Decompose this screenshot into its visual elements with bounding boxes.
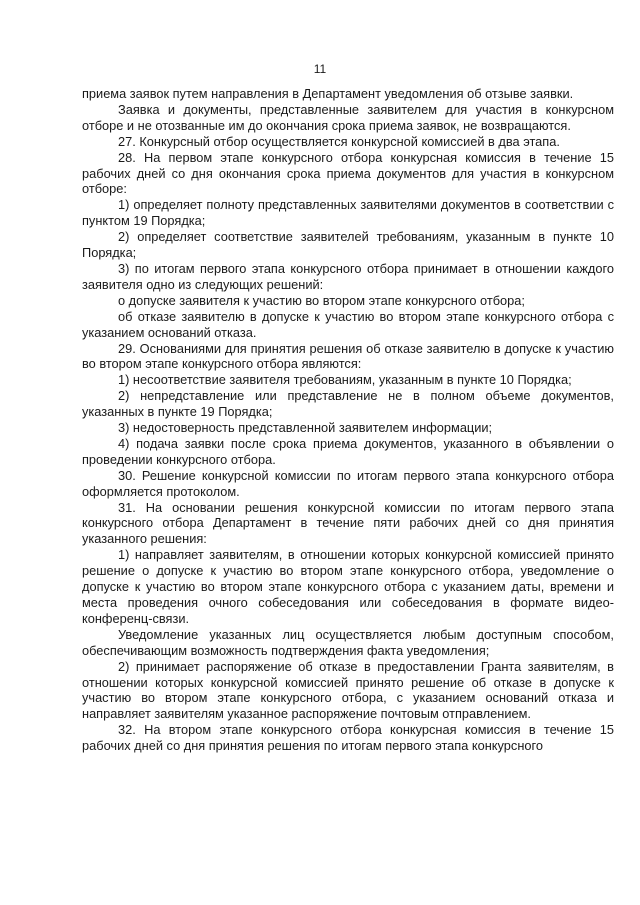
paragraph: приема заявок путем направления в Департамент уведомления об отзыве заявки. [82,86,574,101]
paragraph: 31. На основании решения конкурсной комиссии по итогам первого этапа конкурсного отбора Департамент в течение пяти рабочих дней со дня принятия указанного решения: [82,499,614,547]
paragraph: 2) принимает распоряжение об отказе в предоставлении Гранта заявителям, в отношении которых конкурсной комиссией принято решение об отказе в допуске к участию во втором этапе конкурсного отбора, с указанием оснований отказа и направляет заявителям указанное распоряжение почтовым отправлением. [82,658,614,722]
paragraph: 3) по итогам первого этапа конкурсного отбора принимает в отношении каждого заявителя одно из следующих решений: [82,260,614,292]
paragraph: 1) определяет полноту представленных заявителями документов в соответствии с пунктом 19 Порядка; [82,197,614,229]
paragraph: 1) направляет заявителям, в отношении которых конкурсной комиссией принято решение о допуске к участию во втором этапе конкурсного отбора, уведомление о допуске к участию во втором этапе конкурсного отбора с указанием даты, времени и места проведения очного собеседования или собеседования в формате видео-конференц-связи. [82,547,614,626]
paragraph: 32. На втором этапе конкурсного отбора конкурсная комиссия в течение 15 рабочих дней со дня принятия решения по итогам первого этапа конкурсного [82,722,614,754]
paragraph: 29. Основаниями для принятия решения об отказе заявителю в допуске к участию во втором этапе конкурсного отбора являются: [82,340,614,372]
paragraph: об отказе заявителю в допуске к участию во втором этапе конкурсного отбора с указанием оснований отказа. [82,308,614,340]
paragraph: 4) подача заявки после срока приема документов, указанного в объявлении о проведении конкурсного отбора. [82,435,614,467]
paragraph: Уведомление указанных лиц осуществляется любым доступным способом, обеспечивающим возможность подтверждения факта уведомления; [82,626,614,658]
paragraph: 30. Решение конкурсной комиссии по итогам первого этапа конкурсного отбора оформляется протоколом. [82,467,614,499]
paragraph: 28. На первом этапе конкурсного отбора конкурсная комиссия в течение 15 рабочих дней со дня окончания срока приема документов для участия в конкурсном отборе: [82,149,614,197]
paragraph: 27. Конкурсный отбор осуществляется конкурсной комиссией в два этапа. [118,133,560,149]
paragraph: о допуске заявителя к участию во втором этапе конкурсного отбора; [118,292,525,308]
paragraph: 3) недостоверность представленной заявителем информации; [118,420,493,436]
page-number: 11 [313,62,327,76]
paragraph: 2) определяет соответствие заявителей требованиям, указанным в пункте 10 Порядка; [82,229,614,261]
document-body [82,86,614,754]
paragraph: Заявка и документы, представленные заявителем для участия в конкурсном отборе и не отозванные им до окончания срока приема заявок, не возвращаются. [82,101,614,133]
paragraph: 2) непредставление или представление не в полном объеме документов, указанных в пункте 19 Порядка; [82,388,614,420]
paragraph: 1) несоответствие заявителя требованиям, указанным в пункте 10 Порядка; [118,372,572,388]
